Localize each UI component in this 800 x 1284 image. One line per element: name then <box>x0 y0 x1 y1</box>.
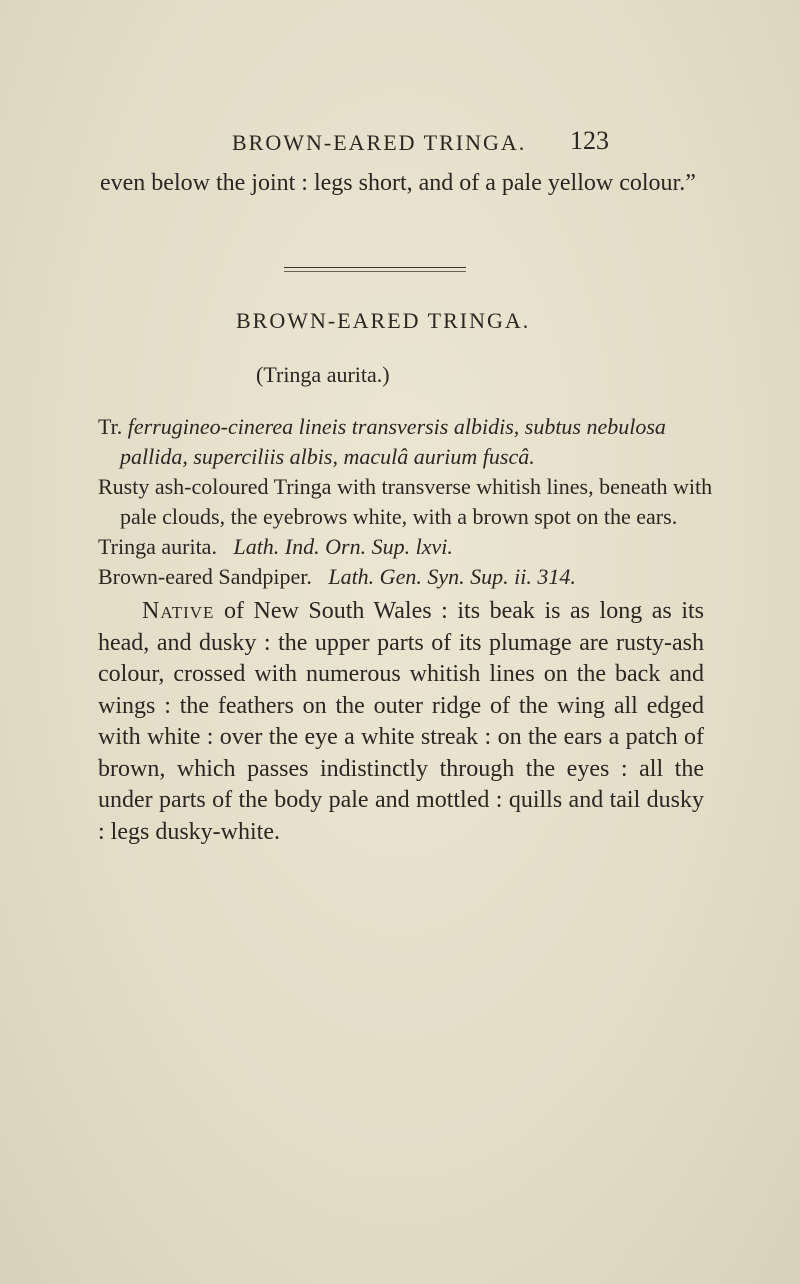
running-header: BROWN-EARED TRINGA. <box>232 130 527 155</box>
section-divider <box>284 267 466 268</box>
description-paragraph <box>98 596 704 848</box>
synonymy-block <box>98 412 730 592</box>
diagnosis-prefix: Tr. <box>98 414 123 439</box>
english-description: Rusty ash-coloured Tringa with transverse whitish lines, beneath with pale clouds, the eyebrows white, with a brown spot on the ears. <box>98 474 713 529</box>
reference-1 <box>98 532 730 562</box>
latin-diagnosis <box>98 412 730 472</box>
reference-2-citation: Lath. Gen. Syn. Sup. ii. 314. <box>328 564 576 589</box>
reference-1-citation: Lath. Ind. Orn. Sup. lxvi. <box>233 534 453 559</box>
reference-1-name: Tringa aurita. <box>98 534 217 559</box>
page-number: 123 <box>570 126 609 155</box>
latin-name: (Tringa aurita.) <box>256 362 390 387</box>
reference-2-name: Brown-eared Sandpiper. <box>98 564 312 589</box>
diagnosis-latin: ferrugineo-cinerea lineis transversis albidis, subtus nebulosa pallida, superciliis albis, maculâ aurium fuscâ. <box>120 414 666 469</box>
carry-over-paragraph: even below the joint : legs short, and of a pale yellow colour.” <box>100 170 696 196</box>
reference-2 <box>98 562 730 592</box>
description-text: of New South Wales : its beak is as long as its head, and dusky : the upper parts of its plumage are rusty-ash colour, crossed with numerous whitish lines on the back and wings : the feathers on the outer ridge of the wing all edged with white : over the eye a white streak : on the ears a patch of brown, which passes indistinctly through the eyes : all the under parts of the body pale and mottled : quills and tail dusky : legs dusky-white. <box>98 598 704 845</box>
description-lead-word: Native <box>142 598 215 624</box>
section-title: BROWN-EARED TRINGA. <box>236 308 531 333</box>
section-divider-lower <box>284 271 466 272</box>
